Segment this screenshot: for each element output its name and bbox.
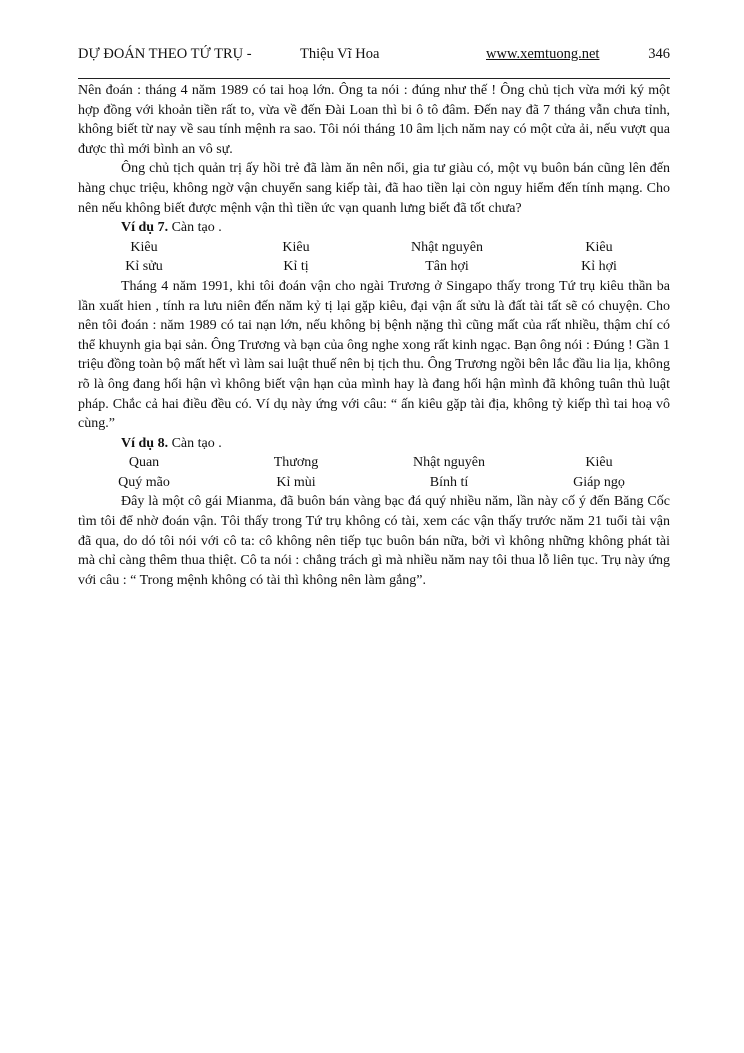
example-8-gods-row — [78, 453, 670, 473]
header-divider — [78, 78, 670, 79]
author-name: Thiệu Vĩ Hoa — [300, 46, 380, 62]
example-8-heading — [78, 434, 670, 454]
example-7-type: Càn tạo . — [168, 220, 222, 236]
example-8-pillar-year: Quý mão — [118, 474, 170, 490]
example-8-pillar-month: Kỉ mùi — [276, 474, 316, 490]
example-7-label: Ví dụ 7. — [121, 220, 169, 236]
example-8-god-hour: Kiêu — [585, 455, 613, 471]
example-7-pillar-day: Tân hợi — [425, 259, 469, 275]
paragraph-3: Tháng 4 năm 1991, khi tôi đoán vận cho ngài Trương ở Singapo thấy trong Tứ trụ kiêu thần ba lần xuất hien , tính ra lưu niên đến năm kỷ tị lại gặp kiêu, đại vận ất sửu là đất tài tất sẽ có chuyện. Cho nên tôi đoán : năm 1989 có tai nạn lớn, nếu không bị bệnh nặng thì cũng mất của rất nhiều, thậm chí có thể khuynh gia bại sản. Ông Trương và bạn của ông nghe xong rất kinh ngạc. Bạn ông nói : Đúng ! Gần 1 triệu đồng toàn bộ mất hết vì làm sai luật thuế nên bị tịch thu. Ông Trương ngồi bên lắc đầu lia lịa, không rõ là ông đang hối hận vì không biết vận hạn của mình hay là đang hối hận mình đã không tuân thủ luật pháp. Chắc cả hai điều đều có. Ví dụ này ứng với câu: “ ấn kiêu gặp tài địa, không tỷ kiếp thì tai hoạ vô cùng.” — [78, 278, 670, 432]
page-header — [78, 46, 670, 68]
example-8-pillars-row — [78, 473, 670, 493]
example-8-label: Ví dụ 8. — [121, 435, 169, 451]
body-text — [78, 81, 670, 590]
example-8-type: Càn tạo . — [168, 435, 222, 451]
example-8-god-month: Thương — [273, 455, 319, 471]
example-7-pillar-year: Kỉ sửu — [125, 259, 163, 275]
example-7-god-day: Nhật nguyên — [411, 239, 483, 255]
example-7-pillar-month: Kỉ tị — [283, 259, 309, 275]
paragraph-2: Ông chủ tịch quản trị ấy hồi trẻ đã làm ăn nên nổi, gia tư giàu có, một vụ buôn bán cũng lên đến hàng chục triệu, không ngờ vận chuyển sang kiếp tài, đã hao tiền lại còn nguy hiểm đến tính mạng. Cho nên nếu không biết được mệnh vận thì tiền ức vạn quanh lưng biết đã tốt chưa? — [78, 161, 670, 216]
example-8-god-year: Quan — [128, 455, 160, 471]
paragraph-1: Nên đoán : tháng 4 năm 1989 có tai hoạ lớn. Ông ta nói : đúng như thế ! Ông chủ tịch vừa mới ký một hợp đồng với khoản tiền rất to, vừa về đến Đài Loan thì bi ô tô đâm. Đến nay đã 7 tháng vẫn chưa tỉnh, không biết từ nay về sau tính mệnh ra sao. Tôi nói tháng 10 âm lịch năm nay có một cửa ải, nếu vượt qua được thì mới bình an vô sự. — [78, 83, 670, 157]
website-link[interactable]: www.xemtuong.net — [486, 46, 600, 62]
example-7-heading — [78, 218, 670, 238]
book-title: DỰ ĐOÁN THEO TỨ TRỤ - — [78, 46, 252, 62]
example-8-pillar-hour: Giáp ngọ — [573, 474, 625, 490]
example-7-gods-row — [78, 238, 670, 258]
example-7-god-year: Kiêu — [130, 239, 158, 255]
example-7-god-hour: Kiêu — [585, 239, 613, 255]
example-7-god-month: Kiêu — [282, 239, 310, 255]
example-7-pillar-hour: Kỉ hợi — [581, 259, 617, 275]
example-8-god-day: Nhật nguyên — [413, 455, 485, 471]
page-number: 346 — [648, 46, 670, 62]
example-8-pillar-day: Bính tí — [429, 474, 469, 490]
example-7-pillars-row — [78, 257, 670, 277]
paragraph-4: Đây là một cô gái Mianma, đã buôn bán vàng bạc đá quý nhiều năm, lần này cố ý đến Băng Cốc tìm tôi để nhờ đoán vận. Tôi thấy trong Tứ trụ không có tài, xem các vận thấy trước năm 21 tuổi tài vận đã qua, do dó tôi nói với cô ta: cô không nên tiếp tục buôn bán nữa, bởi vì không những không phát tài mà chỉ càng thêm thua thiệt. Cô ta nói : chẳng trách gì mà nhiều năm nay tôi thua lỗ liên tục. Trụ này ứng với câu : “ Trong mệnh không có tài thì không nên làm gắng”. — [78, 494, 670, 588]
